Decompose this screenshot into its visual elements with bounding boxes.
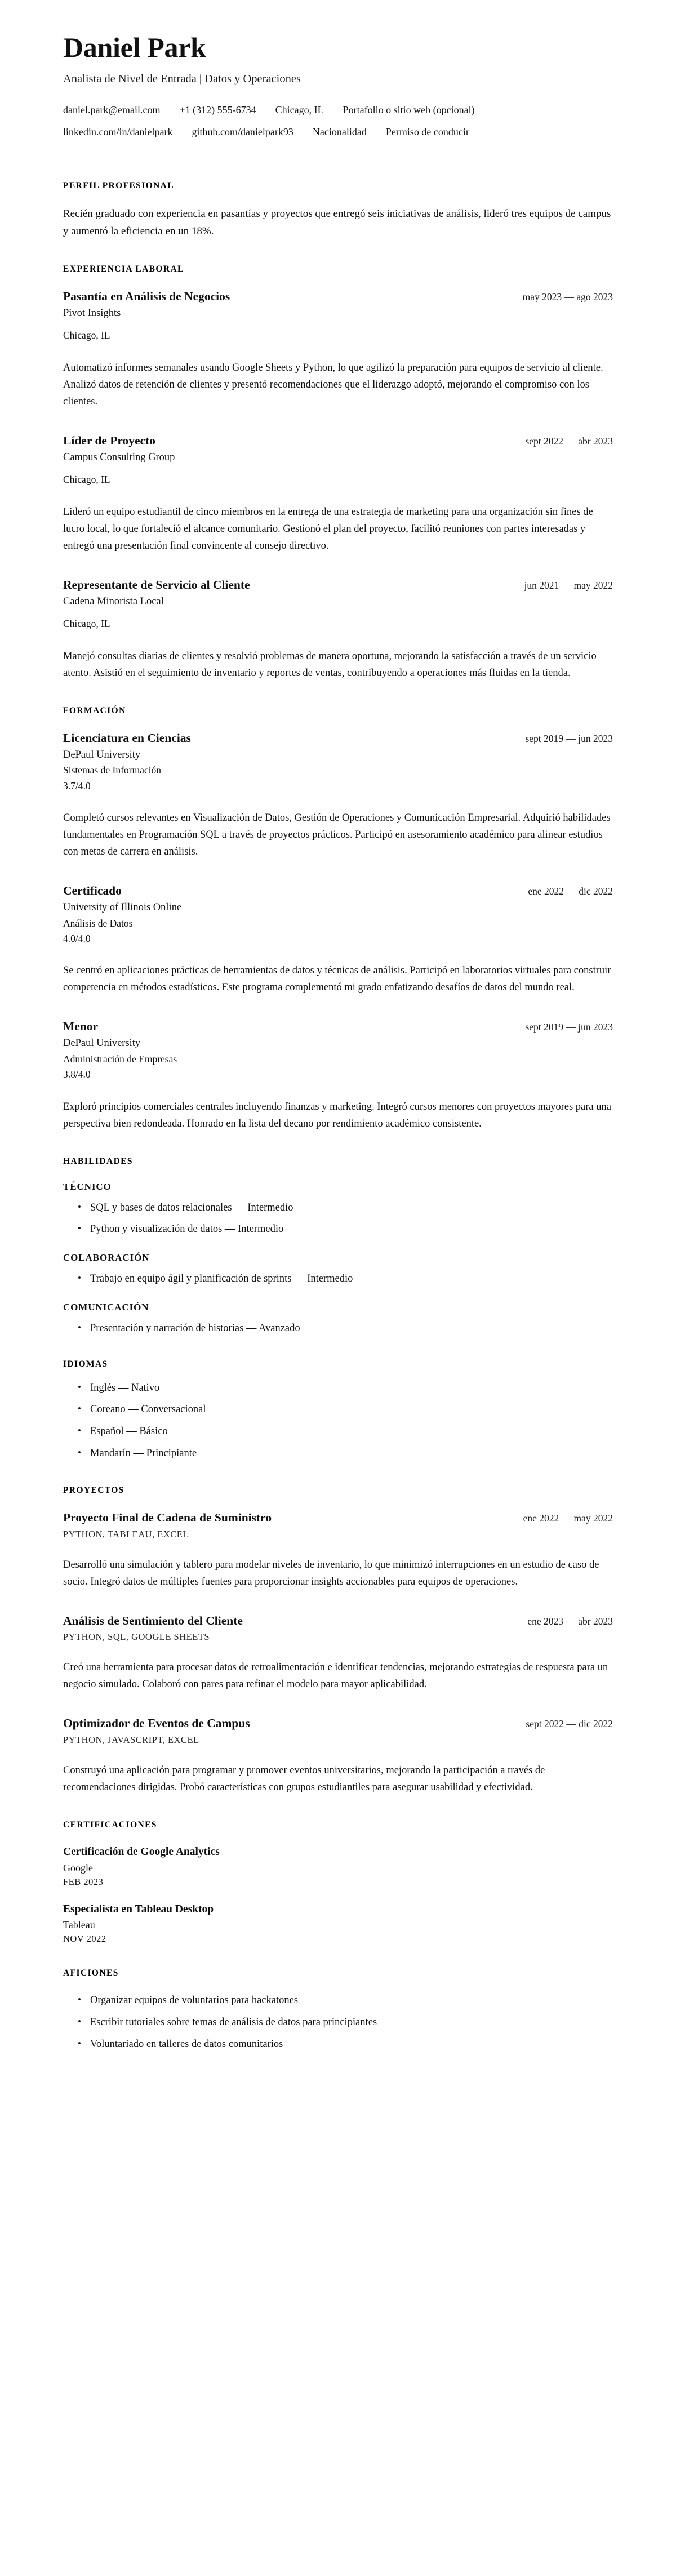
experience-role: Pasantía en Análisis de Negocios <box>63 289 230 303</box>
section-title-experience: EXPERIENCIA LABORAL <box>63 264 184 274</box>
contact-nationality: Nacionalidad <box>312 126 367 138</box>
project-description: Creó una herramienta para procesar datos de retroalimentación e identificar tendencias, mejorando estrategias de respuesta para un negocio simulado. Colaboró con pares para refinar el modelo para mayor aplicabilidad. <box>63 1662 608 1690</box>
experience-description: Lideró un equipo estudiantil de cinco miembros en la entrega de una estrategia de marketing para una organización sin fines de lucro local, lo que fortaleció el alcance comunitario. Gestionó el plan del proyecto, facilitó reuniones con partes interesadas y entregó una presentación final convincente al consejo directivo. <box>63 506 593 551</box>
education-item-head <box>63 883 613 898</box>
skill-group <box>63 1302 613 1337</box>
contact-linkedin[interactable]: linkedin.com/in/danielpark <box>63 126 173 138</box>
candidate-headline: Analista de Nivel de Entrada | Datos y Operaciones <box>63 72 301 85</box>
education-item <box>63 1019 613 1132</box>
education-item <box>63 731 613 861</box>
project-name: Proyecto Final de Cadena de Suministro <box>63 1510 272 1524</box>
section-certifications <box>63 1820 613 1945</box>
skill-list <box>63 1271 613 1287</box>
section-summary <box>63 181 613 241</box>
certification-item <box>63 1845 613 1887</box>
section-title-summary: PERFIL PROFESIONAL <box>63 181 175 191</box>
education-gpa: 4.0/4.0 <box>63 933 91 945</box>
education-item-head <box>63 731 613 746</box>
education-date: sept 2019 — jun 2023 <box>525 1021 613 1033</box>
education-date: sept 2019 — jun 2023 <box>525 732 613 744</box>
education-description: Completó cursos relevantes en Visualización de Datos, Gestión de Operaciones y Comunicación Empresarial. Adquirió habilidades fundamentales en Programación SQL a través de proyectos prácticos. Participó en asesoramiento académico para alinear estudios con metas de carrera en análisis. <box>63 812 611 858</box>
section-skills <box>63 1156 613 1337</box>
certification-name: Certificación de Google Analytics <box>63 1846 220 1858</box>
experience-location: Chicago, IL <box>63 330 110 341</box>
project-description: Construyó una aplicación para programar y promover eventos universitarios, mejorando la participación a través de recomendaciones dirigidas. Probó características con grupos estudiantiles para asegurar usabilidad y efectividad. <box>63 1765 545 1794</box>
experience-date: may 2023 — ago 2023 <box>522 291 613 302</box>
section-title-languages: IDIOMAS <box>63 1359 108 1369</box>
skill-list <box>63 1321 613 1337</box>
section-languages <box>63 1359 613 1462</box>
language-item: • Español — Básico <box>78 1424 613 1440</box>
education-description: Se centró en aplicaciones prácticas de herramientas de datos y técnicas de análisis. Participó en laboratorios virtuales para construir competencia en métodos estadísticos. Este programa complementó mi grado enfatizando desafíos de datos del mundo real. <box>63 965 611 994</box>
project-date: sept 2022 — dic 2022 <box>526 1718 613 1730</box>
skill-list <box>63 1200 613 1238</box>
experience-item <box>63 289 613 411</box>
contact-location: Chicago, IL <box>275 104 324 116</box>
experience-location: Chicago, IL <box>63 618 110 630</box>
education-gpa: 3.8/4.0 <box>63 1069 91 1080</box>
project-tags: PYTHON, SQL, GOOGLE SHEETS <box>63 1631 210 1643</box>
section-experience <box>63 264 613 682</box>
language-list <box>63 1381 613 1462</box>
experience-item-head <box>63 433 613 448</box>
skill-group <box>63 1181 613 1238</box>
project-date: ene 2022 — may 2022 <box>523 1512 613 1524</box>
candidate-name: Daniel Park <box>63 32 206 63</box>
experience-description: Manejó consultas diarias de clientes y resolvió problemas de manera oportuna, mejorando la satisfacción a través de un servicio atento. Asistió en el seguimiento de inventario y reportes de ventas, contribuyendo a operaciones más fluidas en la tienda. <box>63 650 597 679</box>
language-item: • Inglés — Nativo <box>78 1381 613 1396</box>
education-item-head <box>63 1019 613 1034</box>
education-field: Análisis de Datos <box>63 917 133 929</box>
language-item: • Mandarín — Principiante <box>78 1446 613 1462</box>
certification-issuer: Google <box>63 1862 93 1874</box>
section-title-certifications: CERTIFICACIONES <box>63 1820 157 1830</box>
education-item <box>63 883 613 996</box>
skill-group-title: COLABORACIÓN <box>63 1252 150 1263</box>
contact-phone[interactable]: +1 (312) 555-6734 <box>179 104 256 116</box>
section-title-education: FORMACIÓN <box>63 705 126 715</box>
interest-item: • Escribir tutoriales sobre temas de análisis de datos para principiantes <box>78 2015 613 2031</box>
skill-group <box>63 1252 613 1287</box>
education-degree: Licenciatura en Ciencias <box>63 731 191 745</box>
interest-list <box>63 1993 613 2052</box>
education-description: Exploró principios comerciales centrales incluyendo finanzas y marketing. Integró cursos menores con proyectos mayores para una perspectiva bien redondeada. Honrado en la lista del decano por rendimiento académico consistente. <box>63 1101 611 1129</box>
education-date: ene 2022 — dic 2022 <box>528 885 613 897</box>
skill-group-title: TÉCNICO <box>63 1181 112 1192</box>
certification-date: FEB 2023 <box>63 1876 104 1887</box>
section-title-skills: HABILIDADES <box>63 1156 133 1166</box>
skill-group-title: COMUNICACIÓN <box>63 1301 149 1313</box>
section-projects <box>63 1485 613 1796</box>
project-tags: PYTHON, JAVASCRIPT, EXCEL <box>63 1734 199 1746</box>
experience-date: sept 2022 — abr 2023 <box>525 435 613 447</box>
experience-company: Pivot Insights <box>63 307 121 319</box>
certification-issuer: Tableau <box>63 1919 95 1930</box>
skill-item: • Presentación y narración de historias — Avanzado <box>78 1321 613 1337</box>
contact-driving-licence: Permiso de conducir <box>385 126 469 138</box>
contact-line-secondary <box>63 124 613 140</box>
resume-header <box>63 33 613 157</box>
contact-portfolio[interactable]: Portafolio o sitio web (opcional) <box>343 104 475 116</box>
project-tags: PYTHON, TABLEAU, EXCEL <box>63 1528 189 1540</box>
project-name: Optimizador de Eventos de Campus <box>63 1716 250 1730</box>
project-date: ene 2023 — abr 2023 <box>527 1615 613 1627</box>
experience-item-head <box>63 289 613 304</box>
education-school: University of Illinois Online <box>63 901 182 913</box>
experience-item <box>63 433 613 555</box>
skill-item: • Trabajo en equipo ágil y planificación de sprints — Intermedio <box>78 1271 613 1287</box>
experience-item-head <box>63 577 613 593</box>
section-education <box>63 706 613 1133</box>
certification-date: NOV 2022 <box>63 1933 106 1945</box>
contact-line-primary <box>63 103 613 118</box>
certification-name: Especialista en Tableau Desktop <box>63 1903 214 1915</box>
experience-company: Campus Consulting Group <box>63 451 175 463</box>
contact-email[interactable]: daniel.park@email.com <box>63 104 161 116</box>
contact-github[interactable]: github.com/danielpark93 <box>192 126 293 138</box>
project-description: Desarrolló una simulación y tablero para modelar niveles de inventario, lo que minimizó interrupciones en un estudio de caso de socio. Integró datos de múltiples fuentes para proporcionar insights accionables para equipos de operaciones. <box>63 1559 599 1587</box>
certification-item <box>63 1902 613 1945</box>
experience-item <box>63 577 613 682</box>
experience-location: Chicago, IL <box>63 474 110 486</box>
experience-role: Líder de Proyecto <box>63 433 156 447</box>
project-item <box>63 1510 613 1591</box>
experience-company: Cadena Minorista Local <box>63 595 164 607</box>
education-degree: Certificado <box>63 883 122 897</box>
summary-text: Recién graduado con experiencia en pasantías y proyectos que entregó seis iniciativas de análisis, lideró tres equipos de campus y aumentó la eficiencia en un 18%. <box>63 208 611 237</box>
project-item <box>63 1716 613 1796</box>
skill-item: • Python y visualización de datos — Intermedio <box>78 1222 613 1238</box>
education-gpa: 3.7/4.0 <box>63 780 91 791</box>
section-title-interests: AFICIONES <box>63 1968 119 1978</box>
experience-date: jun 2021 — may 2022 <box>524 579 613 591</box>
project-item-head <box>63 1510 613 1525</box>
section-interests <box>63 1968 613 2052</box>
education-school: DePaul University <box>63 1038 141 1049</box>
interest-item: • Voluntariado en talleres de datos comunitarios <box>78 2037 613 2053</box>
experience-role: Representante de Servicio al Cliente <box>63 577 250 591</box>
section-title-projects: PROYECTOS <box>63 1485 124 1495</box>
education-field: Administración de Empresas <box>63 1053 177 1065</box>
project-item-head <box>63 1716 613 1731</box>
education-school: DePaul University <box>63 749 141 760</box>
skill-item: • SQL y bases de datos relacionales — Intermedio <box>78 1200 613 1216</box>
education-field: Sistemas de Información <box>63 764 161 776</box>
education-degree: Menor <box>63 1020 99 1034</box>
language-item: • Coreano — Conversacional <box>78 1402 613 1418</box>
project-name: Análisis de Sentimiento del Cliente <box>63 1613 243 1627</box>
experience-description: Automatizó informes semanales usando Google Sheets y Python, lo que agilizó la preparación para equipos de servicio al cliente. Analizó datos de retención de clientes y presentó recomendaciones que el liderazgo adoptó, mejorando el compromiso con los clientes. <box>63 362 603 407</box>
project-item-head <box>63 1613 613 1629</box>
interest-item: • Organizar equipos de voluntarios para hackatones <box>78 1993 613 2009</box>
project-item <box>63 1613 613 1694</box>
